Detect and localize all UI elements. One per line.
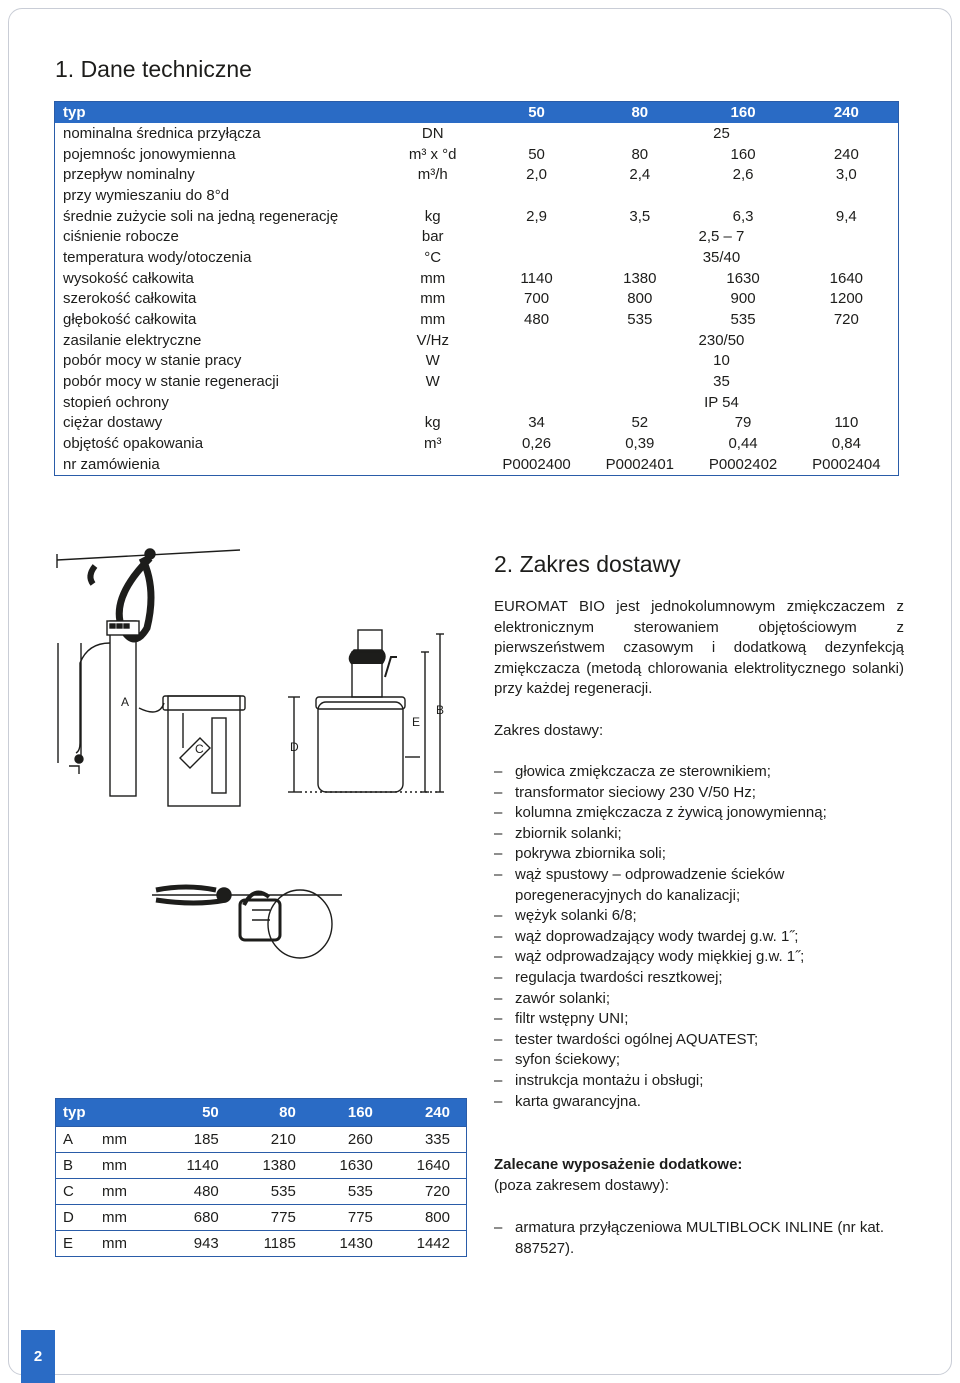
dimension-value: 260 [312,1127,389,1153]
row-unit: kg [424,207,441,225]
row-value [588,185,691,206]
row-label: nominalna średnica przyłącza [63,124,261,142]
table-row [56,1179,467,1205]
dimension-value: 1442 [389,1231,467,1257]
header-label: typ [63,1104,86,1121]
list-item: – syfon ściekowy; [494,1050,904,1071]
dimension-value: 535 [235,1179,312,1205]
list-item: – kolumna zmiękczacza z żywicą jonowymienną; [494,803,904,824]
row-unit: mm [420,311,446,329]
list-item: – zawór solanki; [494,989,904,1010]
dimension-label-e: E [412,715,421,729]
row-label: zasilanie elektryczne [63,331,202,349]
header-model: 160 [730,104,756,121]
dimension-value: 480 [158,1179,235,1205]
row-value [691,185,794,206]
dimensions-table [55,1098,467,1257]
table-row [55,144,899,165]
row-value: 230/50 [698,331,745,349]
dimension-label-d: D [290,740,299,754]
row-value: 2,4 [629,166,651,184]
dimension-value: 1380 [235,1153,312,1179]
dimension-key: E [56,1231,103,1257]
page-number: 2 [21,1330,55,1383]
row-unit [380,392,484,413]
row-value: 0,26 [521,435,552,453]
row-value: 2,5 – 7 [698,228,745,246]
list-item: – tester twardości ogólnej AQUATEST; [494,1030,904,1051]
dimension-value: 800 [389,1205,467,1231]
list-item: – wąż doprowadzający wody twardej g.w. 1˝; [494,927,904,948]
row-unit [380,454,484,475]
row-label: temperatura wody/otoczenia [63,248,252,266]
row-value: 35 [713,373,730,391]
row-value [795,185,899,206]
row-value [485,185,588,206]
technical-data-table [54,101,899,476]
row-value: 50 [528,145,545,163]
dimension-value: 1630 [312,1153,389,1179]
row-label: pojemnośc jonowymienna [63,145,236,163]
row-unit: mm [420,269,446,287]
dimension-unit: mm [102,1205,158,1231]
row-value: P0002404 [812,455,881,473]
dimension-value: 1430 [312,1231,389,1257]
softener-side-view-drawing [280,612,470,802]
row-label: ciśnienie robocze [63,228,179,246]
list-item: – karta gwarancyjna. [494,1092,904,1113]
recommended-subtitle: (poza zakresem dostawy): [494,1177,670,1194]
row-label: średnie zużycie soli na jedną regenerację [63,207,339,225]
table-row [56,1231,467,1257]
dimension-value: 943 [158,1231,235,1257]
row-value: 535 [730,311,756,329]
list-item: – pokrywa zbiornika soli; [494,844,904,865]
row-value: 1640 [829,269,864,287]
header-unit [102,1099,158,1127]
list-item: – wężyk solanki 6/8; [494,906,904,927]
row-value: 0,84 [831,435,861,453]
header-label: typ [63,104,86,121]
row-value: 700 [524,290,550,308]
list-item: – instrukcja montażu i obsługi; [494,1071,904,1092]
table-row [55,226,899,247]
dimension-unit: mm [102,1127,158,1153]
control-head-top-view-drawing [152,870,342,965]
table-row [55,371,899,392]
table-row [56,1153,467,1179]
list-item: – zbiornik solanki; [494,824,904,845]
table-row [55,123,899,144]
delivery-items-list [494,762,904,1112]
row-value: 35/40 [702,248,741,266]
row-label: przy wymieszaniu do 8°d [63,186,230,204]
list-item: – głowica zmiękczacza ze sterownikiem; [494,762,904,783]
table-row [55,164,899,185]
row-label: objętość opakowania [63,435,204,453]
dimension-unit: mm [102,1231,158,1257]
row-label: stopień ochrony [63,393,169,411]
table-header-row [56,1099,467,1127]
row-value: 110 [834,414,859,432]
table-row [55,268,899,289]
row-value: 1380 [623,269,657,287]
list-item: – armatura przyłączeniowa MULTIBLOCK INLINE (nr kat. 887527). [494,1217,904,1259]
header-model: 240 [833,104,859,121]
table-row [55,454,899,475]
row-unit: mm [420,290,446,308]
row-value: 0,39 [625,435,655,453]
scope-label: Zakres dostawy: [494,722,604,739]
row-value: 3,5 [629,207,651,225]
table-row [55,309,899,330]
row-value: 2,9 [526,207,547,225]
dimension-key: A [56,1127,103,1153]
table-row [55,289,899,310]
row-unit: m³ [423,435,442,453]
row-value: 34 [528,414,545,432]
dimension-label-a: A [121,695,130,709]
row-value: 6,3 [732,207,754,225]
list-item: – wąż odprowadzający wody miękkiej g.w. 1˝; [494,947,904,968]
table-header-row [55,102,899,124]
dimension-key: D [56,1205,103,1231]
row-value: 160 [730,145,756,163]
dimension-value: 535 [312,1179,389,1205]
table-row [55,185,899,206]
table-row [55,330,899,351]
row-value: P0002401 [605,455,675,473]
row-value: 1630 [726,269,760,287]
dimension-value: 720 [389,1179,467,1205]
recommended-title: Zalecane wyposażenie dodatkowe: [494,1156,743,1173]
row-unit: W [425,352,440,370]
dimension-key: C [56,1179,103,1205]
row-unit: V/Hz [416,331,449,349]
row-value: 79 [734,414,752,432]
softener-assembly-drawing [55,548,265,808]
row-unit: DN [421,124,444,142]
row-value: 52 [631,414,649,432]
dimension-value: 335 [389,1127,467,1153]
row-value: 2,0 [526,166,547,184]
list-item: – wąż spustowy – odprowadzenie ścieków poregeneracyjnych do kanalizacji; [494,865,904,906]
dimension-value: 1140 [158,1153,235,1179]
row-value: 900 [730,290,756,308]
table-row [55,392,899,413]
row-unit: m³/h [417,166,448,184]
dimension-value: 680 [158,1205,235,1231]
table-row [55,206,899,227]
recommended-items-list [494,1217,904,1259]
list-item: – regulacja twardości resztkowej; [494,968,904,989]
row-unit: °C [424,248,442,266]
header-model: 240 [424,1104,450,1121]
row-label: przepływ nominalny [63,166,195,184]
row-value: 3,0 [835,166,857,184]
intro-paragraph: EUROMAT BIO jest jednokolumnowym zmiękczaczem z elektronicznym sterowaniem objętościowym z pierwszeństwem czasowym i dodatkową dezynfekcją zmiękczacza (metodą chlorowania elektrolitycznego solanki) przy każdej regeneracji. [494,598,904,697]
row-value: 1140 [520,269,553,287]
row-value: 25 [713,124,730,142]
table-row [55,351,899,372]
row-value: 10 [713,352,730,370]
row-value: 240 [833,145,859,163]
table-row [56,1205,467,1231]
row-label: wysokość całkowita [63,269,194,287]
row-label: głębokość całkowita [63,311,197,329]
row-value: P0002400 [502,455,571,473]
list-item: – filtr wstępny UNI; [494,1009,904,1030]
section-title-delivery-scope: 2. Zakres dostawy [494,551,681,577]
table-row [55,433,899,454]
dimension-label-b: B [436,703,445,717]
row-value: 1200 [829,290,864,308]
row-value: 800 [627,290,653,308]
row-value: 720 [833,311,859,329]
header-model: 160 [347,1104,373,1121]
row-value: 535 [627,311,653,329]
row-value: 80 [631,145,649,163]
row-value: P0002402 [708,455,778,473]
table-row [55,413,899,434]
header-model: 50 [202,1104,219,1121]
row-value: 2,6 [732,166,754,184]
dimension-value: 185 [158,1127,235,1153]
dimension-label-c: C [195,742,204,756]
dimension-value: 775 [312,1205,389,1231]
section-title-technical-data: 1. Dane techniczne [55,56,252,82]
row-label: nr zamówienia [63,455,160,473]
row-label: pobór mocy w stanie regeneracji [63,373,279,391]
list-item: – transformator sieciowy 230 V/50 Hz; [494,783,904,804]
row-unit: kg [424,414,441,432]
header-model: 80 [279,1104,296,1121]
row-unit: bar [421,228,444,246]
dimension-key: B [56,1153,103,1179]
dimension-value: 1640 [389,1153,467,1179]
row-value: 480 [524,311,550,329]
dimension-value: 210 [235,1127,312,1153]
row-unit: m³ x °d [408,145,457,163]
row-label: ciężar dostawy [63,414,163,432]
row-label: szerokość całkowita [63,290,197,308]
header-model: 50 [528,104,545,121]
row-value: 9,4 [835,207,857,225]
row-unit [380,185,484,206]
dimension-value: 1185 [235,1231,312,1257]
row-value: 0,44 [728,435,758,453]
dimension-unit: mm [102,1153,158,1179]
dimension-unit: mm [102,1179,158,1205]
row-value: IP 54 [704,393,739,411]
header-unit [380,102,484,124]
table-row [55,247,899,268]
table-row [56,1127,467,1153]
header-model: 80 [631,104,649,121]
row-label: pobór mocy w stanie pracy [63,352,242,370]
row-unit: W [425,373,440,391]
dimension-value: 775 [235,1205,312,1231]
